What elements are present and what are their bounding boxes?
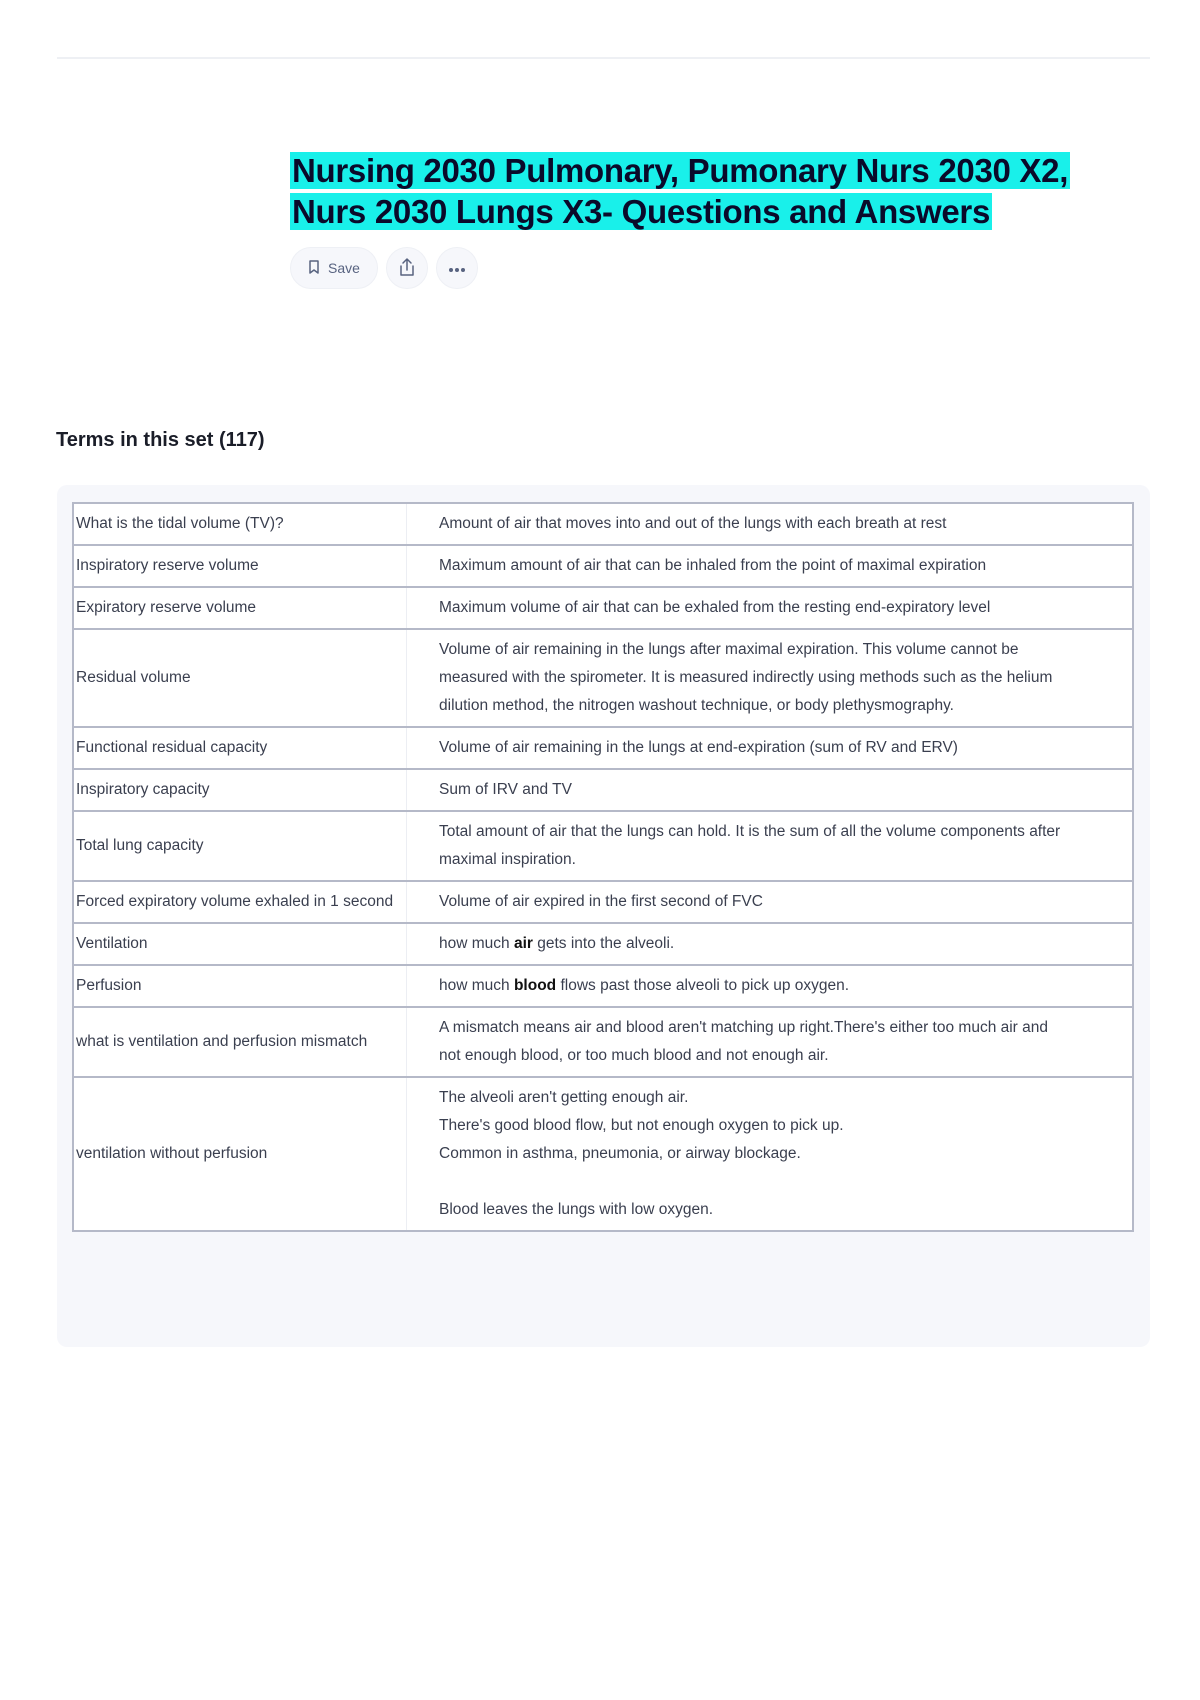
definition-cell: Maximum volume of air that can be exhaled from the resting end-expiratory level bbox=[407, 587, 1134, 629]
definition-line: Common in asthma, pneumonia, or airway blockage. bbox=[439, 1145, 801, 1162]
table-row bbox=[73, 587, 1133, 629]
definition-text: flows past those alveoli to pick up oxygen. bbox=[556, 977, 850, 994]
term-cell: Ventilation bbox=[73, 923, 407, 965]
definition-cell: A mismatch means air and blood aren't matching up right.There's either too much air and not enough blood, or too much blood and not enough air. bbox=[407, 1007, 1134, 1077]
save-label: Save bbox=[328, 260, 360, 276]
table-row bbox=[73, 811, 1133, 881]
term-cell: What is the tidal volume (TV)? bbox=[73, 503, 407, 545]
term-cell: what is ventilation and perfusion mismatch bbox=[73, 1007, 407, 1077]
table-row bbox=[73, 923, 1133, 965]
term-cell: ventilation without perfusion bbox=[73, 1077, 407, 1231]
definition-text: gets into the alveoli. bbox=[532, 935, 675, 952]
bookmark-icon bbox=[308, 260, 320, 277]
page-title bbox=[290, 150, 1110, 232]
definition-cell: Volume of air expired in the first second of FVC bbox=[407, 881, 1134, 923]
definition-bold: air bbox=[513, 935, 533, 952]
table-row bbox=[73, 545, 1133, 587]
term-cell: Inspiratory capacity bbox=[73, 769, 407, 811]
action-bar bbox=[290, 247, 478, 291]
term-cell: Forced expiratory volume exhaled in 1 second bbox=[73, 881, 407, 923]
term-cell: Perfusion bbox=[73, 965, 407, 1007]
more-button[interactable] bbox=[436, 247, 478, 289]
share-icon bbox=[398, 257, 416, 280]
term-cell: Residual volume bbox=[73, 629, 407, 727]
definition-line: Blood leaves the lungs with low oxygen. bbox=[439, 1201, 713, 1218]
terms-heading: Terms in this set (117) bbox=[56, 429, 265, 451]
save-button[interactable] bbox=[290, 247, 378, 289]
definition-cell: Maximum amount of air that can be inhaled from the point of maximal expiration bbox=[407, 545, 1134, 587]
term-cell: Functional residual capacity bbox=[73, 727, 407, 769]
page-title-text: Nursing 2030 Pulmonary, Pumonary Nurs 2030 X2, Nurs 2030 Lungs X3- Questions and Answers bbox=[292, 152, 1069, 230]
definition-cell: Sum of IRV and TV bbox=[407, 769, 1134, 811]
table-row bbox=[73, 769, 1133, 811]
definition-line: The alveoli aren't getting enough air. bbox=[439, 1089, 689, 1106]
term-cell: Inspiratory reserve volume bbox=[73, 545, 407, 587]
definition-text: how much bbox=[439, 935, 514, 952]
table-row bbox=[73, 629, 1133, 727]
table-row bbox=[73, 727, 1133, 769]
definition-cell bbox=[407, 965, 1134, 1007]
top-divider bbox=[57, 57, 1150, 59]
table-row bbox=[73, 1007, 1133, 1077]
table-row bbox=[73, 881, 1133, 923]
definition-cell: Amount of air that moves into and out of the lungs with each breath at rest bbox=[407, 503, 1134, 545]
table-row bbox=[73, 965, 1133, 1007]
term-cell: Expiratory reserve volume bbox=[73, 587, 407, 629]
definition-cell: Volume of air remaining in the lungs after maximal expiration. This volume cannot be measured with the spirometer. It is measured indirectly using methods such as the helium dilution method, the nitrogen washout technique, or body plethysmography. bbox=[407, 629, 1134, 727]
table-row bbox=[73, 1077, 1133, 1231]
definition-cell: Volume of air remaining in the lungs at end-expiration (sum of RV and ERV) bbox=[407, 727, 1134, 769]
more-icon bbox=[448, 260, 466, 276]
definition-cell bbox=[407, 1077, 1134, 1231]
definition-line: There's good blood flow, but not enough oxygen to pick up. bbox=[439, 1117, 844, 1134]
definition-cell bbox=[407, 923, 1134, 965]
definition-text: how much bbox=[439, 977, 514, 994]
table-row bbox=[73, 503, 1133, 545]
definition-cell: Total amount of air that the lungs can hold. It is the sum of all the volume components after maximal inspiration. bbox=[407, 811, 1134, 881]
definition-bold: blood bbox=[513, 977, 557, 994]
share-button[interactable] bbox=[386, 247, 428, 289]
terms-table bbox=[72, 502, 1134, 1232]
term-cell: Total lung capacity bbox=[73, 811, 407, 881]
